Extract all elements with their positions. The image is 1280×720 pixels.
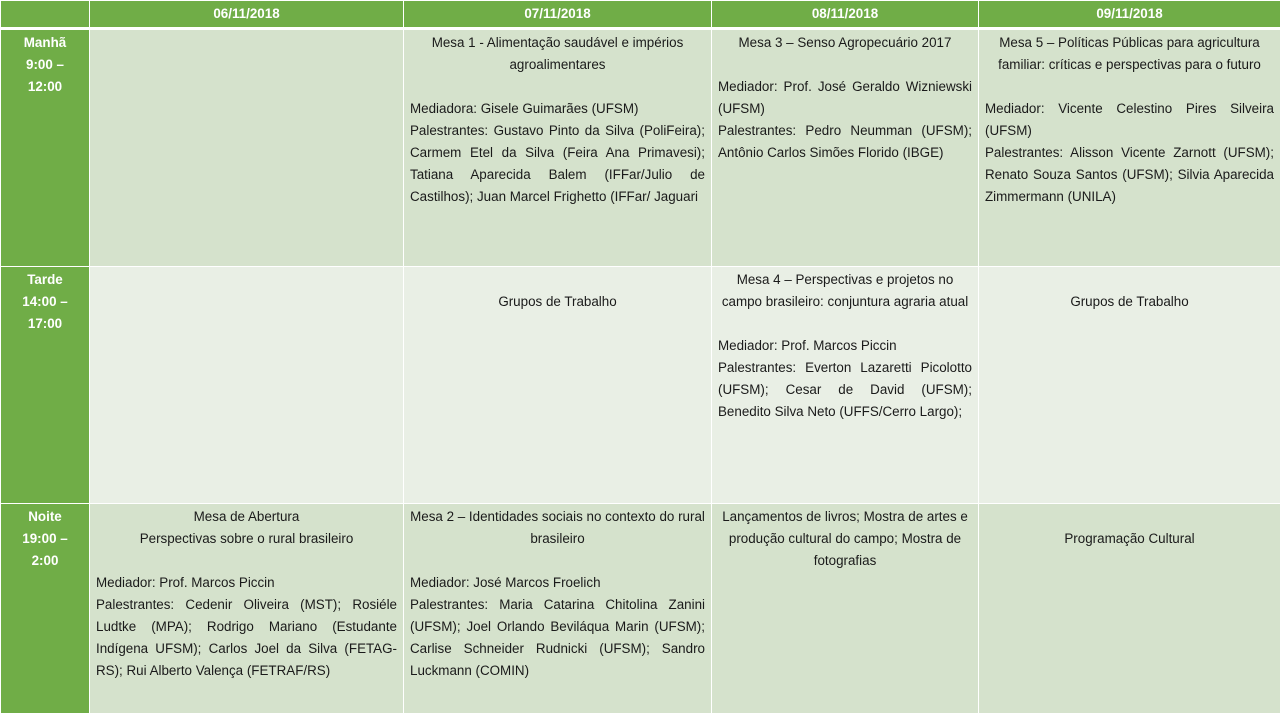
schedule-cell-empty — [90, 267, 404, 504]
schedule-cell-empty — [90, 29, 404, 267]
session-mediator: Mediador: Prof. Marcos Piccin — [96, 575, 275, 590]
period-label: Manhã — [23, 35, 67, 50]
row-noite — [1, 504, 1280, 714]
row-tarde — [1, 267, 1280, 504]
period-time-start: 14:00 – — [22, 294, 68, 309]
session-mediator: Mediador: Vicente Celestino Pires Silveira (UFSM) — [985, 101, 1274, 138]
schedule-cell — [404, 504, 712, 714]
session-mediator: Mediador: José Marcos Froelich — [410, 575, 601, 590]
session-speakers: Palestrantes: Gustavo Pinto da Silva (PoliFeira); Carmem Etel da Silva (Feira Ana Primavesi); Tatiana Aparecida Balem (IFFar/Julio de Castilhos); Juan Marcel Frighetto (IFFar/ Jaguari — [410, 123, 705, 204]
header-row — [1, 1, 1280, 29]
session-title: Mesa 4 – Perspectivas e projetos no campo brasileiro: conjuntura agraria atual — [721, 272, 969, 309]
session-subtitle: Perspectivas sobre o rural brasileiro — [139, 531, 354, 546]
schedule-cell — [979, 29, 1280, 267]
period-header — [1, 504, 90, 714]
session-title: Mesa 3 – Senso Agropecuário 2017 — [738, 35, 952, 50]
session-mediator: Mediadora: Gisele Guimarães (UFSM) — [410, 101, 639, 116]
session-speakers: Palestrantes: Cedenir Oliveira (MST); Rosiéle Ludtke (MPA); Rodrigo Mariano (Estudante Indígena UFSM); Carlos Joel da Silva (FETAG-RS); Rui Alberto Valença (FETRAF/RS) — [96, 597, 397, 678]
period-header — [1, 29, 90, 267]
session-title: Grupos de Trabalho — [498, 294, 617, 309]
schedule-cell — [979, 504, 1280, 714]
session-title: Programação Cultural — [1064, 531, 1195, 546]
schedule-cell — [979, 267, 1280, 504]
session-title: Mesa 2 – Identidades sociais no contexto do rural brasileiro — [410, 509, 705, 546]
date-header: 08/11/2018 — [712, 1, 979, 29]
session-speakers: Palestrantes: Alisson Vicente Zarnott (UFSM); Renato Souza Santos (UFSM); Silvia Aparecida Zimmermann (UNILA) — [985, 145, 1274, 204]
schedule-cell — [90, 504, 404, 714]
session-mediator: Mediador: Prof. Marcos Piccin — [718, 338, 897, 353]
period-header — [1, 267, 90, 504]
period-label: Noite — [28, 509, 62, 524]
session-title: Grupos de Trabalho — [1070, 294, 1189, 309]
session-title: Mesa de Abertura — [193, 509, 300, 524]
period-time-start: 9:00 – — [26, 57, 64, 72]
session-speakers: Palestrantes: Maria Catarina Chitolina Zanini (UFSM); Joel Orlando Beviláqua Marin (UFSM); Carlise Schneider Rudnicki (UFSM); Sandro Luckmann (COMIN) — [410, 597, 705, 678]
period-time-end: 12:00 — [27, 79, 63, 94]
period-time-end: 17:00 — [27, 316, 63, 331]
session-mediator: Mediador: Prof. José Geraldo Wizniewski (UFSM) — [718, 79, 972, 116]
session-speakers: Palestrantes: Pedro Neumman (UFSM); Antônio Carlos Simões Florido (IBGE) — [718, 123, 972, 160]
date-header: 06/11/2018 — [90, 1, 404, 29]
schedule-cell — [404, 29, 712, 267]
corner-cell — [1, 1, 90, 29]
period-time-start: 19:00 – — [22, 531, 68, 546]
schedule-cell — [712, 504, 979, 714]
period-time-end: 2:00 — [31, 553, 59, 568]
row-manha — [1, 29, 1280, 267]
schedule-cell — [712, 267, 979, 504]
session-title: Lançamentos de livros; Mostra de artes e produção cultural do campo; Mostra de fotografias — [722, 509, 968, 568]
date-header: 09/11/2018 — [979, 1, 1280, 29]
period-label: Tarde — [27, 272, 63, 287]
session-speakers: Palestrantes: Everton Lazaretti Picolotto (UFSM); Cesar de David (UFSM); Benedito Silva Neto (UFFS/Cerro Largo); — [718, 360, 972, 419]
schedule-cell — [404, 267, 712, 504]
session-title: Mesa 1 - Alimentação saudável e impérios agroalimentares — [431, 35, 684, 72]
schedule-cell — [712, 29, 979, 267]
session-title: Mesa 5 – Políticas Públicas para agricultura familiar: críticas e perspectivas para o futuro — [998, 35, 1261, 72]
date-header: 07/11/2018 — [404, 1, 712, 29]
